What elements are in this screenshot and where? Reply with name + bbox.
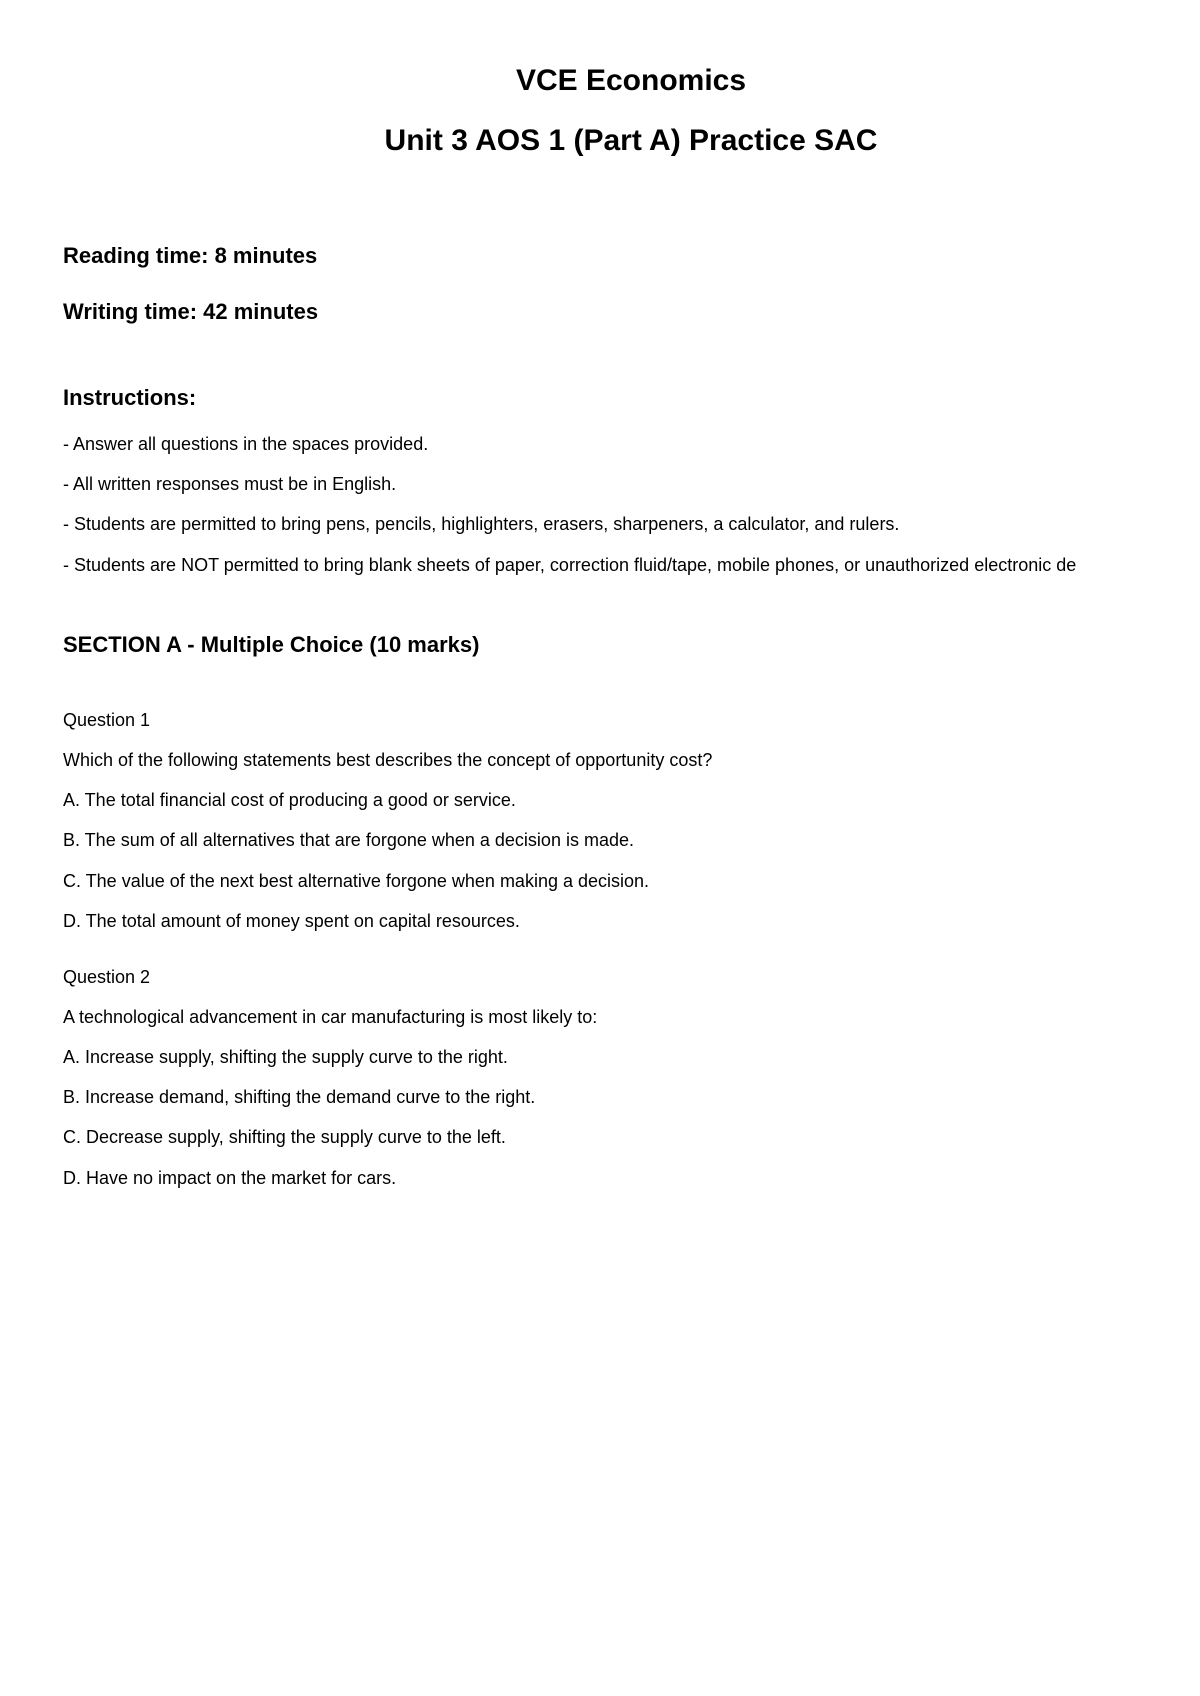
question-prompt: A technological advancement in car manufacturing is most likely to: <box>63 1007 598 1027</box>
question-label: Question 1 <box>63 710 151 730</box>
instruction-item: - All written responses must be in English. <box>63 474 397 494</box>
question-label: Question 2 <box>63 967 151 987</box>
answer-option: C. The value of the next best alternative forgone when making a decision. <box>63 871 650 891</box>
document-subtitle: Unit 3 AOS 1 (Part A) Practice SAC <box>384 124 878 157</box>
writing-time: Writing time: 42 minutes <box>63 299 319 324</box>
instructions-heading: Instructions: <box>63 385 197 410</box>
instruction-item: - Answer all questions in the spaces provided. <box>63 434 429 454</box>
instruction-item: - Students are NOT permitted to bring blank sheets of paper, correction fluid/tape, mobile phones, or unauthorized electronic de <box>63 555 1077 575</box>
answer-option: D. The total amount of money spent on capital resources. <box>63 911 520 931</box>
answer-option: D. Have no impact on the market for cars. <box>63 1168 397 1188</box>
reading-time: Reading time: 8 minutes <box>63 243 318 268</box>
question-prompt: Which of the following statements best describes the concept of opportunity cost? <box>63 750 713 770</box>
answer-option: A. Increase supply, shifting the supply curve to the right. <box>63 1047 508 1067</box>
answer-option: B. The sum of all alternatives that are forgone when a decision is made. <box>63 830 634 850</box>
answer-option: B. Increase demand, shifting the demand curve to the right. <box>63 1087 536 1107</box>
document-title: VCE Economics <box>515 64 747 97</box>
answer-option: A. The total financial cost of producing a good or service. <box>63 790 516 810</box>
answer-option: C. Decrease supply, shifting the supply curve to the left. <box>63 1127 506 1147</box>
instruction-item: - Students are permitted to bring pens, pencils, highlighters, erasers, sharpeners, a calculator, and rulers. <box>63 514 900 534</box>
section-heading: SECTION A - Multiple Choice (10 marks) <box>63 632 480 657</box>
